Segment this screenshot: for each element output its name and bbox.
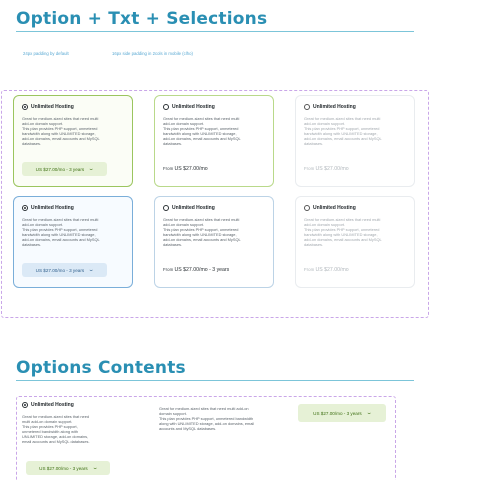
option-card-green-selected[interactable] [13,95,133,187]
option-card-blue-selected[interactable] [13,196,133,288]
price-term-dropdown[interactable]: US $27.00/mo - 3 years ⌄ [22,263,107,277]
section-title: Options Contents [16,358,186,378]
radio-icon[interactable] [22,402,28,408]
radio-icon[interactable] [163,104,169,110]
option-card-disabled [295,95,415,187]
option-title: Unlimited Hosting [313,205,356,211]
option-title: Unlimited Hosting [172,104,215,110]
chevron-down-icon: ⌄ [365,409,372,416]
radio-icon[interactable] [22,104,28,110]
option-description: Great for medium-sized sites that need multi add-on domain support. This plan provides PHP support, unmetered bandwidth along with UNLIMITED storage, add-on domains, email accounts and MySQL databases. [22,217,100,247]
option-title: Unlimited Hosting [31,402,74,408]
price-from: From US $27.00/mo [163,166,208,172]
chevron-down-icon: ⌄ [91,464,98,471]
option-card-green[interactable] [154,95,274,187]
chevron-down-icon: ⌄ [88,266,95,273]
option-description: Great for medium-sized sites that need multi add-on domain support. This plan provides PHP support, unmetered bandwidth along with UNLIMITED storage, add-on domains, email accounts and MySQL databases. [304,217,382,247]
price-term-dropdown[interactable]: US $27.00/mo - 3 years ⌄ [26,461,110,475]
option-card-blue[interactable] [154,196,274,288]
price-from: From US $27.00/mo [304,267,349,273]
radio-icon[interactable] [22,205,28,211]
title-divider [16,380,414,381]
price-term-dropdown-right[interactable]: US $27.00/mo - 3 years ⌄ [298,404,386,422]
option-description: Great for medium-sized sites that need multi add-on domain support. This plan provides PHP support, unmetered bandwidth along with UNLIMITED storage, add-on domains, email accounts and MySQL databases. [304,116,382,146]
option-title: Unlimited Hosting [31,205,74,211]
chevron-down-icon: ⌄ [88,165,95,172]
padding-note-default: 24px padding by default [23,51,69,56]
option-description: Great for medium-sized sites that need multi add-on domain support. This plan provides PHP support, unmetered bandwidth along with UNLIMITED storage, add-on domains, email accounts and MySQL databases. [163,217,241,247]
option-description-middle: Great for medium-sized sites that need multi add-on domain support. This plan provides PHP support, unmetered bandwidth along with UNLIMITED storage, add-on domains, email accounts and MySQL databases. [159,406,255,431]
page-title: Option + Txt + Selections [16,9,268,29]
padding-note-mobile: 16px side padding in 2cols in mobile (clho) [112,51,193,56]
radio-icon [304,205,310,211]
option-title: Unlimited Hosting [31,104,74,110]
price-from: From US $27.00/mo - 3 years [163,267,230,273]
option-description: Great for medium-sized sites that need multi add-on domain support. This plan provides PHP support, unmetered bandwidth along with UNLIMITED storage, add-on domains, email accounts and MySQL databases. [163,116,241,146]
title-divider [16,31,414,32]
radio-icon [304,104,310,110]
option-description: Great for medium-sized sites that need multi add-on domain support. This plan provides PHP support, unmetered bandwidth along with UNLIMITED storage, add-on domains, email accounts and MySQL databases. [22,414,90,444]
price-from: From US $27.00/mo [304,166,349,172]
option-title: Unlimited Hosting [313,104,356,110]
option-card-disabled [295,196,415,288]
option-description: Great for medium-sized sites that need multi add-on domain support. This plan provides PHP support, unmetered bandwidth along with UNLIMITED storage, add-on domains, email accounts and MySQL databases. [22,116,100,146]
radio-icon[interactable] [163,205,169,211]
option-title: Unlimited Hosting [172,205,215,211]
price-term-dropdown[interactable]: US $27.00/mo - 3 years ⌄ [22,162,107,176]
